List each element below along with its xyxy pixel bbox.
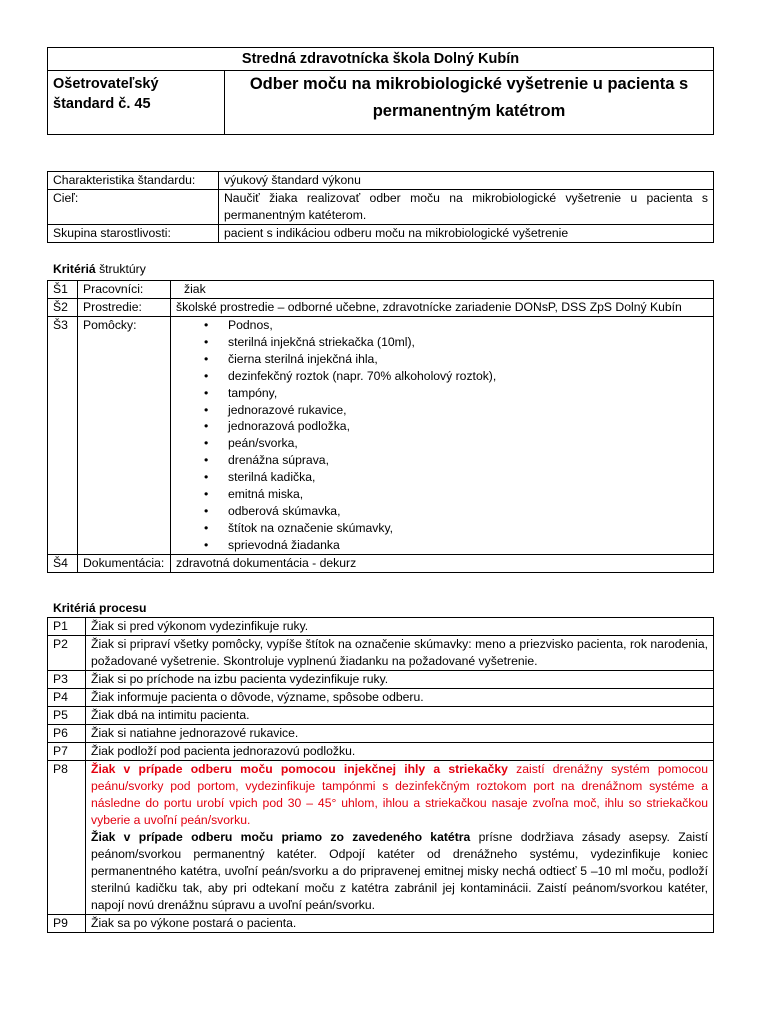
list-item: • peán/svorka, [228, 435, 708, 452]
row-id: P6 [48, 725, 86, 743]
list-item: • sterilná injekčná striekačka (10ml), [228, 334, 708, 351]
aids-list-cell [171, 317, 714, 555]
document-title: Odber moču na mikrobiologické vyšetrenie u pacienta s permanentným katétrom [225, 71, 714, 135]
row-text: Žiak si pred výkonom vydezinfikuje ruky. [86, 618, 714, 636]
row-id: Š3 [48, 317, 78, 555]
row-key: Prostredie: [78, 299, 171, 317]
process-heading: Kritériá procesu [53, 601, 147, 615]
row-value: pacient s indikáciou odberu moču na mikrobiologické vyšetrenie [219, 225, 714, 243]
row-text: Žiak si po príchode na izbu pacienta vydezinfikuje ruky. [86, 671, 714, 689]
table-row [48, 707, 714, 725]
structure-heading: Kritériá štruktúry [53, 262, 146, 276]
list-item: • Podnos, [228, 317, 708, 334]
row-text: Žiak podloží pod pacienta jednorazovú podložku. [86, 743, 714, 761]
table-row [48, 281, 714, 299]
table-row [48, 317, 714, 555]
process-table [47, 617, 714, 933]
list-item: • čierna sterilná injekčná ihla, [228, 351, 708, 368]
row-text: Žiak informuje pacienta o dôvode, význame, spôsobe odberu. [86, 689, 714, 707]
row-id: P3 [48, 671, 86, 689]
structure-table [47, 280, 714, 573]
row-value: zdravotná dokumentácia - dekurz [171, 554, 714, 572]
table-row [48, 190, 714, 225]
row-key: Cieľ: [48, 190, 219, 225]
table-row [48, 671, 714, 689]
row-id: P8 [48, 761, 86, 915]
list-item: • emitná miska, [228, 486, 708, 503]
row-text [86, 761, 714, 915]
row-id: Š1 [48, 281, 78, 299]
catheter-method-paragraph: Žiak v prípade odberu moču priamo zo zavedeného katétra prísne dodržiava zásady asepsy. Zaistí peánom/svorkou permanentný katéter. Odpojí katéter od drenážneho systému, vydezinfikuje koniec permanentného katétra, uvoľní peán/svorku a do pripravenej emitnej misky nechá odtiecť 5 –10 ml moču, podloží sterilnú kadičku tak, aby pri odtekaní moču z katétra zabránil jej kontaminácii. Zaistí peánom/svorkou katéter, napojí novú drenážnu súpravu a uvoľní peán/svorku. [91, 830, 708, 912]
list-item: • štítok na označenie skúmavky, [228, 520, 708, 537]
school-name: Stredná zdravotnícka škola Dolný Kubín [48, 48, 714, 71]
row-key: Pracovníci: [78, 281, 171, 299]
table-row [48, 299, 714, 317]
characteristics-table [47, 171, 714, 243]
header-table [47, 47, 714, 135]
row-id: Š2 [48, 299, 78, 317]
row-value: Naučiť žiaka realizovať odber moču na mikrobiologické vyšetrenie u pacienta s permanentným katéterom. [219, 190, 714, 225]
list-item: • dezinfekčný roztok (napr. 70% alkoholový roztok), [228, 368, 708, 385]
table-row [48, 689, 714, 707]
row-id: P7 [48, 743, 86, 761]
row-value: žiak [171, 281, 714, 299]
table-row [48, 554, 714, 572]
row-key: Skupina starostlivosti: [48, 225, 219, 243]
table-row [48, 761, 714, 915]
table-row [48, 172, 714, 190]
row-id: P2 [48, 636, 86, 671]
row-id: P4 [48, 689, 86, 707]
row-value: výukový štandard výkonu [219, 172, 714, 190]
row-id: P9 [48, 915, 86, 933]
row-text: Žiak sa po výkone postará o pacienta. [86, 915, 714, 933]
row-value: školské prostredie – odborné učebne, zdravotnícke zariadenie DONsP, DSS ZpS Dolný Kubín [171, 299, 714, 317]
list-item: • sprievodná žiadanka [228, 537, 708, 554]
needle-method-paragraph: Žiak v prípade odberu moču pomocou injekčnej ihly a striekačky zaistí drenážny systém pomocou peánu/svorky pod portom, vydezinfikuje tampónmi s dezinfekčným roztokom port na drenážnom systéme a následne do portu urobí vpich pod 30 – 45° uhlom, ihlou a striekačkou nasaje zvoľna moč, ihlu so striekačkou vyberie a uvoľní peán/svorku. [91, 762, 708, 827]
row-text: Žiak si pripraví všetky pomôcky, vypíše štítok na označenie skúmavky: meno a priezvisko pacienta, rok narodenia, požadované vyšetrenie. Skontroluje vyplnenú žiadanku na požadované vyšetrenie. [86, 636, 714, 671]
table-row [48, 725, 714, 743]
table-row [48, 225, 714, 243]
list-item: • sterilná kadička, [228, 469, 708, 486]
list-item: • drenážna súprava, [228, 452, 708, 469]
list-item: • jednorazové rukavice, [228, 402, 708, 419]
row-text: Žiak dbá na intimitu pacienta. [86, 707, 714, 725]
standard-number: Ošetrovateľský štandard č. 45 [48, 71, 225, 135]
row-key: Charakteristika štandardu: [48, 172, 219, 190]
list-item: • tampóny, [228, 385, 708, 402]
row-text: Žiak si natiahne jednorazové rukavice. [86, 725, 714, 743]
row-id: P5 [48, 707, 86, 725]
table-row [48, 636, 714, 671]
row-key: Pomôcky: [78, 317, 171, 555]
row-key: Dokumentácia: [78, 554, 171, 572]
table-row [48, 618, 714, 636]
list-item: • jednorazová podložka, [228, 418, 708, 435]
row-id: Š4 [48, 554, 78, 572]
row-id: P1 [48, 618, 86, 636]
table-row [48, 915, 714, 933]
aids-list [176, 317, 708, 554]
table-row [48, 743, 714, 761]
list-item: • odberová skúmavka, [228, 503, 708, 520]
